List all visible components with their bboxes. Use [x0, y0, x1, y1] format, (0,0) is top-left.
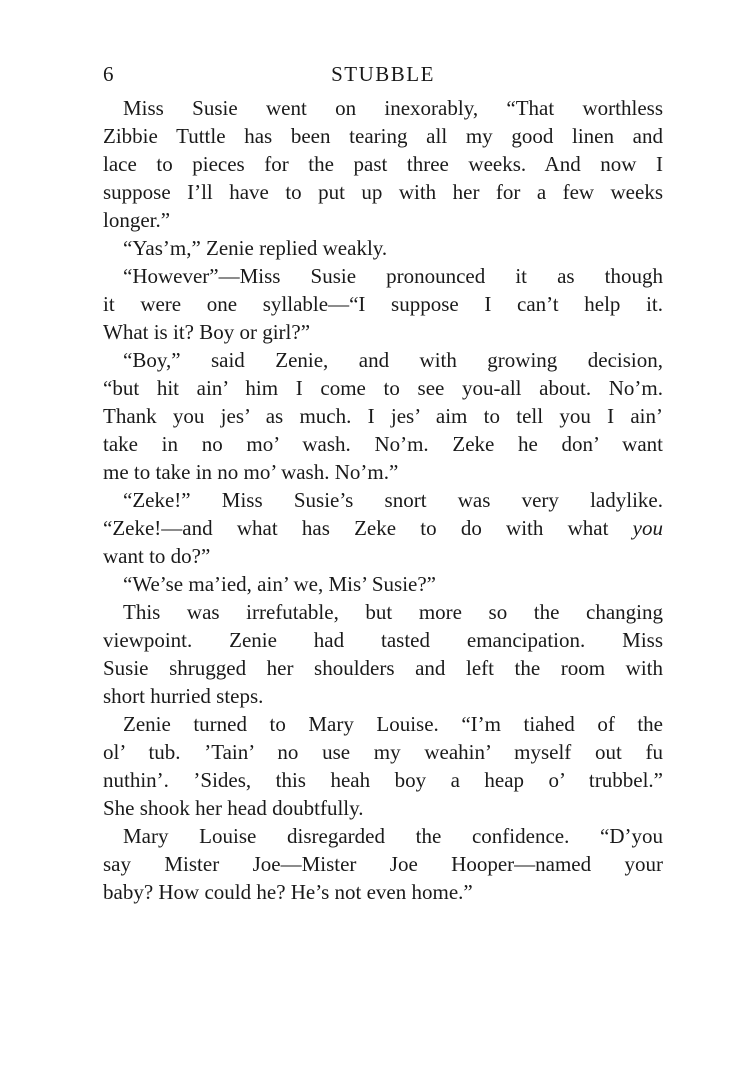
text-line: Mary Louise disregarded the confidence. “D’you — [123, 824, 663, 848]
text-fragment: “Zeke!—and what has Zeke to do with what — [103, 516, 609, 540]
paragraph — [103, 234, 663, 262]
text-line: me to take in no mo’ wash. No’m.” — [103, 460, 399, 484]
book-page — [103, 58, 663, 906]
text-line: nuthin’. ’Sides, this heah boy a heap o’ trubbel.” — [103, 768, 663, 792]
page-header — [103, 58, 663, 94]
text-line: short hurried steps. — [103, 684, 264, 708]
body-text — [103, 94, 663, 906]
text-line: This was irrefutable, but more so the changing — [123, 600, 663, 624]
text-line: take in no mo’ wash. No’m. Zeke he don’ want — [103, 432, 663, 456]
text-line: Zenie turned to Mary Louise. “I’m tiahed of the — [123, 712, 663, 736]
paragraph — [103, 822, 663, 906]
text-line: say Mister Joe—Mister Joe Hooper—named your — [103, 852, 663, 876]
text-line: viewpoint. Zenie had tasted emancipation. Miss — [103, 628, 663, 652]
text-line: She shook her head doubtfully. — [103, 796, 364, 820]
text-line: “but hit ain’ him I come to see you-all about. No’m. — [103, 376, 663, 400]
text-line: What is it? Boy or girl?” — [103, 320, 311, 344]
text-line: “Boy,” said Zenie, and with growing decision, — [123, 348, 663, 372]
text-line: it were one syllable—“I suppose I can’t help it. — [103, 292, 663, 316]
text-line: lace to pieces for the past three weeks. And now I — [103, 152, 663, 176]
text-line: longer.” — [103, 208, 171, 232]
page-number: 6 — [103, 62, 115, 86]
paragraph — [103, 486, 663, 570]
text-line: baby? How could he? He’s not even home.” — [103, 880, 473, 904]
text-line: “Zeke!” Miss Susie’s snort was very ladylike. — [123, 488, 663, 512]
paragraph — [103, 94, 663, 234]
running-head: STUBBLE — [331, 62, 435, 86]
paragraph — [103, 262, 663, 346]
text-line: Thank you jes’ as much. I jes’ aim to tell you I ain’ — [103, 404, 663, 428]
text-line: “Yas’m,” Zenie replied weakly. — [123, 236, 388, 260]
paragraph — [103, 570, 663, 598]
paragraph — [103, 710, 663, 822]
text-line: “However”—Miss Susie pronounced it as though — [123, 264, 663, 288]
text-line — [103, 514, 663, 542]
emphasis-word: you — [632, 516, 663, 540]
text-line: ol’ tub. ’Tain’ no use my weahin’ myself out fu — [103, 740, 663, 764]
text-line: “We’se ma’ied, ain’ we, Mis’ Susie?” — [123, 572, 437, 596]
text-line: suppose I’ll have to put up with her for a few weeks — [103, 180, 663, 204]
text-line: want to do?” — [103, 544, 211, 568]
paragraph — [103, 598, 663, 710]
text-line: Susie shrugged her shoulders and left the room with — [103, 656, 663, 680]
text-line: Miss Susie went on inexorably, “That worthless — [123, 96, 663, 120]
paragraph — [103, 346, 663, 486]
text-line: Zibbie Tuttle has been tearing all my good linen and — [103, 124, 663, 148]
